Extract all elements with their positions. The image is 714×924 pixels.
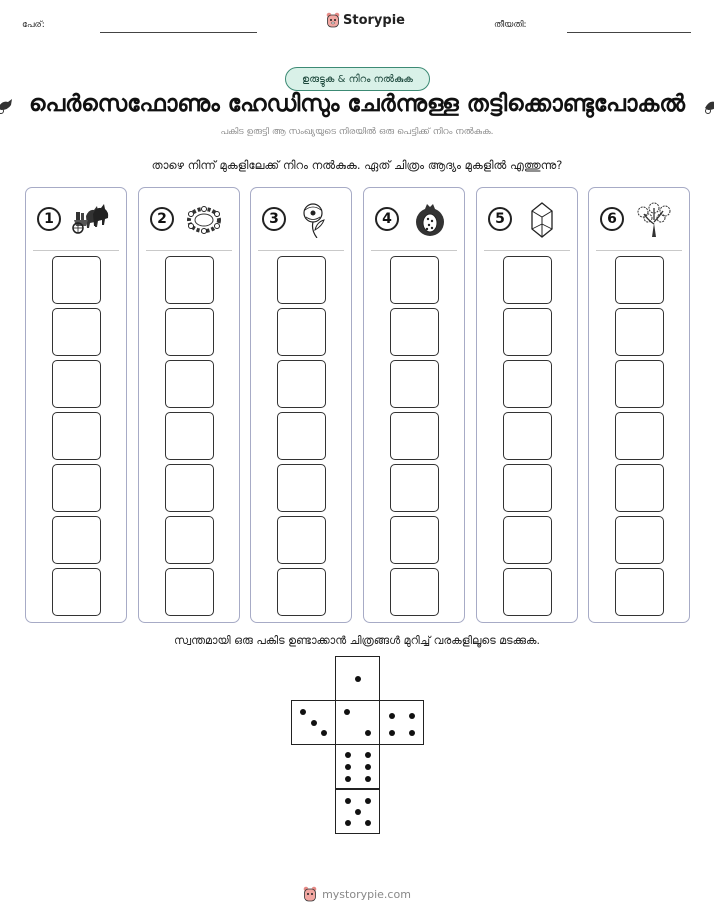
dice-pip [365,798,371,804]
color-box[interactable] [165,308,214,356]
flower-wreath-icon [181,202,227,238]
footer-url[interactable]: mystorypie.com [322,888,411,901]
chariot-icon [68,202,114,238]
dice-pip [365,764,371,770]
color-box[interactable] [503,256,552,304]
dice-pip [355,676,361,682]
column-2 [138,187,240,623]
color-box[interactable] [277,256,326,304]
footer [0,886,714,903]
dice-face-1 [335,700,380,745]
column-header [364,188,464,250]
color-box[interactable] [503,516,552,564]
color-box[interactable] [52,256,101,304]
color-box[interactable] [277,516,326,564]
color-box[interactable] [52,464,101,512]
color-box[interactable] [615,568,664,616]
column-3 [250,187,352,623]
color-box[interactable] [52,516,101,564]
dice-pip [365,776,371,782]
dice-face-5 [335,789,380,834]
dice-pip [409,713,415,719]
storypie-logo [326,12,405,29]
dice-face-1 [335,656,380,701]
date-line[interactable] [567,32,691,33]
crystal-icon [519,202,565,238]
dice-pip [311,720,317,726]
dice-pip [344,709,350,715]
color-box[interactable] [165,516,214,564]
color-box[interactable] [390,516,439,564]
color-box[interactable] [52,568,101,616]
color-box[interactable] [165,568,214,616]
storypie-mascot-icon [303,886,317,903]
dice-pip [300,709,306,715]
color-box[interactable] [277,464,326,512]
color-box[interactable] [390,360,439,408]
column-header [26,188,126,250]
dice-pip [389,730,395,736]
color-box[interactable] [615,412,664,460]
column-number: 5 [488,207,512,231]
color-box[interactable] [390,568,439,616]
poppy-flower-icon [293,202,339,238]
dice-pip [365,820,371,826]
color-box[interactable] [277,308,326,356]
color-box[interactable] [277,568,326,616]
dice-pip [355,809,361,815]
color-box[interactable] [52,308,101,356]
column-number: 4 [375,207,399,231]
column-number: 6 [600,207,624,231]
column-number: 1 [37,207,61,231]
dice-face-4 [379,700,424,745]
column-number: 3 [262,207,286,231]
color-box[interactable] [277,412,326,460]
color-box[interactable] [503,360,552,408]
dice-face-6 [335,744,380,789]
column-6 [588,187,690,623]
color-box[interactable] [615,516,664,564]
pomegranate-icon [406,202,452,238]
color-box[interactable] [390,412,439,460]
column-number: 2 [150,207,174,231]
subtitle: പകിട ഉരുട്ടി ആ സംഖ്യയുടെ നിരയിൽ ഒരു പെട്ടിക്ക് നിറം നൽകുക. [220,127,494,137]
color-box[interactable] [615,256,664,304]
column-4 [363,187,465,623]
dice-pip [389,713,395,719]
dice-face-3 [291,700,336,745]
color-box[interactable] [615,360,664,408]
dice-pip [409,730,415,736]
color-box[interactable] [165,464,214,512]
dice-pip [345,764,351,770]
instruction: താഴെ നിന്ന് മുകളിലേക്ക് നിറം നൽകുക. ഏത് ചിത്രം ആദ്യം മുകളിൽ എത്തുന്നു? [151,158,563,172]
fold-instruction: സ്വന്തമായി ഒരു പകിട ഉണ്ടാക്കാൻ ചിത്രങ്ങൾ മുറിച്ച് വരകളിലൂടെ മടക്കുക. [174,634,540,647]
color-box[interactable] [165,256,214,304]
dice-pip [365,752,371,758]
tree-icon [631,202,677,238]
column-5 [476,187,578,623]
name-label: പേര്: [22,20,45,30]
dice-pip [345,752,351,758]
color-box[interactable] [277,360,326,408]
color-box[interactable] [165,360,214,408]
dice-pip [345,820,351,826]
dice-pip [345,776,351,782]
chariot-decoration-icon [703,96,714,114]
color-box[interactable] [615,464,664,512]
color-box[interactable] [390,464,439,512]
color-box[interactable] [615,308,664,356]
storypie-mascot-icon [326,12,340,29]
dice-pip [345,798,351,804]
color-box[interactable] [165,412,214,460]
column-header [589,188,689,250]
dice-pip [321,730,327,736]
color-box[interactable] [390,308,439,356]
color-box[interactable] [503,308,552,356]
column-header [139,188,239,250]
column-header [251,188,351,250]
brand-name: Storypie [343,13,405,28]
color-box[interactable] [503,412,552,460]
color-box[interactable] [503,568,552,616]
column-header [477,188,577,250]
page-title: പെർസെഫോണും ഹേഡിസും ചേർന്നുള്ള തട്ടിക്കൊണ്ടുപോകൽ [29,91,685,117]
color-box[interactable] [52,412,101,460]
color-box[interactable] [52,360,101,408]
date-label: തീയതി: [494,20,527,30]
column-1 [25,187,127,623]
color-box[interactable] [503,464,552,512]
dice-pip [365,730,371,736]
name-line[interactable] [100,32,257,33]
activity-badge: ഉരുട്ടുക & നിറം നൽകുക [285,67,430,91]
color-box[interactable] [390,256,439,304]
